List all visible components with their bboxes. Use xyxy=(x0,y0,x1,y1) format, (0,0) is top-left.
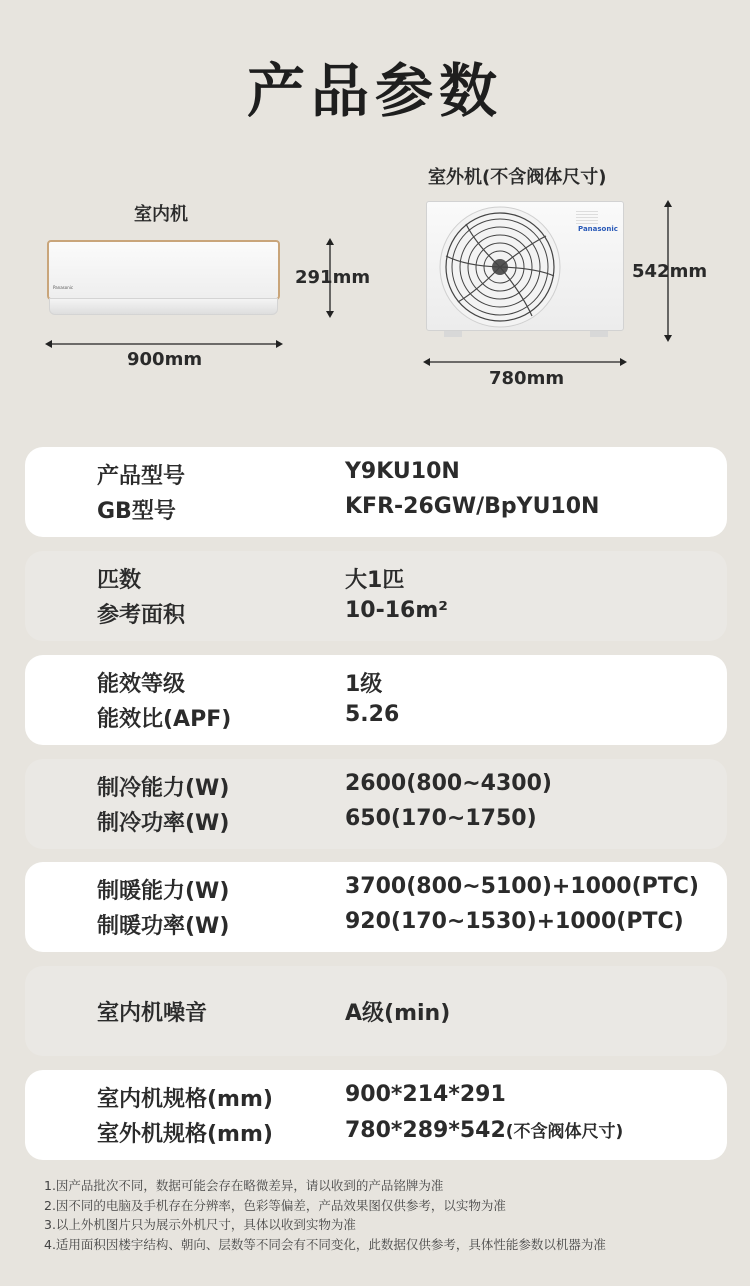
spec-card-capacity xyxy=(25,551,727,641)
spec-key: 产品型号 xyxy=(97,464,186,489)
spec-card-noise xyxy=(25,966,727,1056)
outdoor-width-arrow xyxy=(423,355,627,369)
spec-value: 10-16m² xyxy=(345,598,448,623)
spec-key: 匹数 xyxy=(97,568,142,593)
outdoor-brand-text: Panasonic xyxy=(578,225,618,233)
spec-value: 1级 xyxy=(345,672,383,697)
spec-key: 室内机规格(mm) xyxy=(97,1087,273,1112)
spec-value: 920(170~1530)+1000(PTC) xyxy=(345,909,684,934)
spec-value: KFR-26GW/BpYU10N xyxy=(345,494,600,519)
note-line: 4.适用面积因楼宇结构、朝向、层数等不同会有不同变化，此数据仅供参考，具体性能参数以机器为准 xyxy=(44,1236,606,1252)
spec-value: 大1匹 xyxy=(345,568,405,593)
spec-value: 650(170~1750) xyxy=(345,806,537,831)
disclaimer-notes xyxy=(44,1176,606,1254)
outdoor-height-dim: 542mm xyxy=(632,261,708,282)
spec-card-dimensions xyxy=(25,1070,727,1160)
note-line: 3.以上外机图片只为展示外机尺寸，具体以收到实物为准 xyxy=(44,1217,356,1232)
spec-value: 5.26 xyxy=(345,702,400,727)
outdoor-unit-image xyxy=(426,201,624,337)
spec-key: 制暖能力(W) xyxy=(97,879,230,904)
outdoor-label: 室外机(不含阀体尺寸) xyxy=(428,167,607,188)
spec-card-cooling xyxy=(25,759,727,849)
outdoor-width-dim: 780mm xyxy=(489,368,565,389)
spec-value: Y9KU10N xyxy=(345,459,460,484)
indoor-brand-text: Panasonic xyxy=(53,285,74,290)
spec-card-model xyxy=(25,447,727,537)
indoor-width-dim: 900mm xyxy=(127,349,203,370)
spec-value: 900*214*291 xyxy=(345,1082,506,1107)
indoor-height-dim: 291mm xyxy=(295,267,371,288)
spec-card-efficiency xyxy=(25,655,727,745)
spec-key: 制冷能力(W) xyxy=(97,776,230,801)
spec-key: 制暖功率(W) xyxy=(97,914,230,939)
spec-card-heating xyxy=(25,862,727,952)
spec-value: 2600(800~4300) xyxy=(345,771,552,796)
indoor-label: 室内机 xyxy=(134,204,188,225)
spec-key: 参考面积 xyxy=(97,603,186,628)
spec-value: A级(min) xyxy=(345,1001,451,1026)
spec-value-with-suffix xyxy=(345,1117,623,1143)
spec-value: 780*289*542 xyxy=(345,1118,506,1143)
spec-value-suffix: (不含阀体尺寸) xyxy=(505,1122,624,1142)
spec-key: 能效比(APF) xyxy=(97,707,232,732)
spec-key: 室内机噪音 xyxy=(97,1001,208,1026)
note-line: 1.因产品批次不同，数据可能会存在略微差异，请以收到的产品铭牌为准 xyxy=(44,1178,444,1193)
spec-value: 3700(800~5100)+1000(PTC) xyxy=(345,874,699,899)
spec-key: 能效等级 xyxy=(97,672,186,697)
page-title: 产品参数 xyxy=(246,57,503,125)
spec-key: 室外机规格(mm) xyxy=(97,1122,273,1147)
spec-key: 制冷功率(W) xyxy=(97,811,230,836)
note-line: 2.因不同的电脑及手机存在分辨率，色彩等偏差，产品效果图仅供参考，以实物为准 xyxy=(44,1197,506,1213)
spec-key: GB型号 xyxy=(97,499,176,524)
indoor-unit-image xyxy=(47,240,280,316)
